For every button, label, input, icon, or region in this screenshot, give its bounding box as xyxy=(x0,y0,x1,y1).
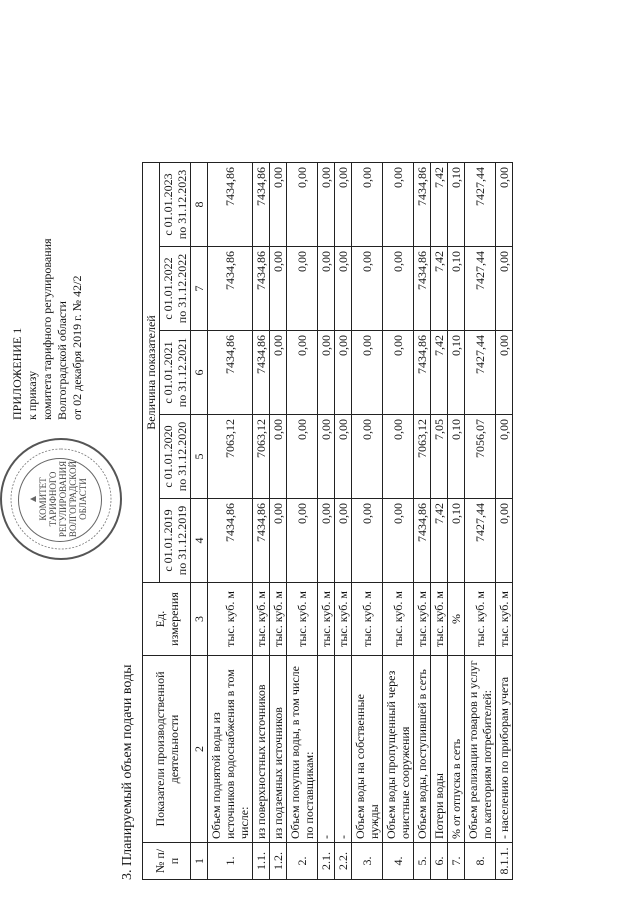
row-indicator: Объем покупки воды, в том числе по поставщикам: xyxy=(287,656,318,843)
row-value: 7427,44 xyxy=(465,247,496,331)
row-indicator: Объем реализации товаров и услуг по категориям потребителей: xyxy=(465,656,496,843)
row-value: 0,00 xyxy=(287,415,318,499)
row-number: 1. xyxy=(208,843,253,880)
row-value: 7,42 xyxy=(431,247,448,331)
row-value: 0,00 xyxy=(352,331,383,415)
table-row xyxy=(448,163,465,880)
row-number: 1.1. xyxy=(253,843,270,880)
row-unit: тыс. куб. м xyxy=(335,583,352,656)
row-value: 0,00 xyxy=(496,499,513,583)
appendix-line: Волгоградской области xyxy=(55,301,69,420)
header-num: № п/п xyxy=(143,843,191,880)
row-value: 0,00 xyxy=(335,163,352,247)
row-unit: тыс. куб. м xyxy=(414,583,431,656)
row-number: 8. xyxy=(465,843,496,880)
row-value: 0,00 xyxy=(383,163,414,247)
row-unit: тыс. куб. м xyxy=(383,583,414,656)
row-number: 5. xyxy=(414,843,431,880)
row-value: 0,10 xyxy=(448,163,465,247)
row-value: 0,00 xyxy=(496,247,513,331)
row-value: 7427,44 xyxy=(465,331,496,415)
column-number: 6 xyxy=(191,331,208,415)
row-value: 0,00 xyxy=(318,247,335,331)
row-value: 0,00 xyxy=(287,331,318,415)
appendix-order-date: от 02 декабря 2019 г. № 42/2 xyxy=(70,275,84,420)
row-number: 1.2. xyxy=(270,843,287,880)
row-value: 0,00 xyxy=(335,499,352,583)
table-row xyxy=(465,163,496,880)
row-number: 8.1.1. xyxy=(496,843,513,880)
header-values: Величина показателей xyxy=(143,163,160,583)
column-number: 8 xyxy=(191,163,208,247)
table-row xyxy=(335,163,352,880)
row-indicator: - населению по приборам учета xyxy=(496,656,513,843)
table-row xyxy=(431,163,448,880)
row-value: 7434,86 xyxy=(414,499,431,583)
row-unit: тыс. куб. м xyxy=(352,583,383,656)
row-value: 0,00 xyxy=(270,331,287,415)
row-value: 7427,44 xyxy=(465,499,496,583)
column-number: 7 xyxy=(191,247,208,331)
row-unit: тыс. куб. м xyxy=(431,583,448,656)
column-number: 4 xyxy=(191,499,208,583)
row-value: 7434,86 xyxy=(253,163,270,247)
row-value: 7434,86 xyxy=(208,163,253,247)
row-value: 7434,86 xyxy=(208,499,253,583)
appendix-line: комитета тарифного регулирования xyxy=(40,238,54,420)
row-indicator: Объем поднятой воды из источников водоснабжения в том числе: xyxy=(208,656,253,843)
row-indicator: из подземных источников xyxy=(270,656,287,843)
row-value: 7434,86 xyxy=(253,331,270,415)
row-indicator: Объем воды на собственные нужды xyxy=(352,656,383,843)
table-row xyxy=(253,163,270,880)
column-number: 1 xyxy=(191,843,208,880)
row-value: 0,00 xyxy=(352,163,383,247)
header-indicator: Показатели производственной деятельности xyxy=(143,656,191,843)
row-unit: тыс. куб. м xyxy=(270,583,287,656)
row-unit: тыс. куб. м xyxy=(287,583,318,656)
header-unit: Ед. измерения xyxy=(143,583,191,656)
row-number: 6. xyxy=(431,843,448,880)
row-value: 7434,86 xyxy=(414,163,431,247)
appendix-header xyxy=(10,130,85,420)
row-indicator: - xyxy=(335,656,352,843)
column-number: 3 xyxy=(191,583,208,656)
table-row xyxy=(287,163,318,880)
row-value: 7,42 xyxy=(431,331,448,415)
row-unit: тыс. куб. м xyxy=(253,583,270,656)
row-value: 7,42 xyxy=(431,499,448,583)
row-indicator: Объем воды, поступившей в сеть xyxy=(414,656,431,843)
row-value: 0,00 xyxy=(287,247,318,331)
row-number: 2.1. xyxy=(318,843,335,880)
row-number: 2. xyxy=(287,843,318,880)
table-row xyxy=(496,163,513,880)
row-value: 0,00 xyxy=(270,247,287,331)
row-value: 0,00 xyxy=(335,331,352,415)
table-row xyxy=(352,163,383,880)
section-title: 3. Планируемый объем подачи воды xyxy=(120,664,135,880)
row-value: 0,10 xyxy=(448,415,465,499)
appendix-line: к приказу xyxy=(25,370,39,420)
official-seal xyxy=(0,438,122,560)
row-value: 0,00 xyxy=(318,415,335,499)
table-body xyxy=(208,163,513,880)
row-number: 7. xyxy=(448,843,465,880)
row-value: 7427,44 xyxy=(465,163,496,247)
rotated-content xyxy=(0,130,511,890)
row-indicator: % от отпуска в сеть xyxy=(448,656,465,843)
row-indicator: Объем воды пропущенный через очистные сооружения xyxy=(383,656,414,843)
row-value: 0,10 xyxy=(448,499,465,583)
row-value: 0,00 xyxy=(352,499,383,583)
row-unit: тыс. куб. м xyxy=(465,583,496,656)
row-number: 4. xyxy=(383,843,414,880)
table-row xyxy=(208,163,253,880)
row-indicator: - xyxy=(318,656,335,843)
row-value: 7063,12 xyxy=(208,415,253,499)
row-value: 0,00 xyxy=(496,163,513,247)
row-value: 0,00 xyxy=(335,415,352,499)
row-value: 0,00 xyxy=(270,499,287,583)
row-value: 0,00 xyxy=(287,499,318,583)
table-row xyxy=(414,163,431,880)
row-unit: тыс. куб. м xyxy=(496,583,513,656)
header-period: с 01.01.2022 по 31.12.2022 xyxy=(160,247,191,331)
row-value: 7063,12 xyxy=(253,415,270,499)
row-value: 7434,86 xyxy=(208,331,253,415)
water-supply-table xyxy=(142,162,513,880)
row-value: 0,00 xyxy=(496,415,513,499)
column-number: 2 xyxy=(191,656,208,843)
row-number: 2.2. xyxy=(335,843,352,880)
row-value: 0,00 xyxy=(496,331,513,415)
row-value: 7434,86 xyxy=(414,247,431,331)
row-unit: % xyxy=(448,583,465,656)
header-period: с 01.01.2021 по 31.12.2021 xyxy=(160,331,191,415)
header-period: с 01.01.2023 по 31.12.2023 xyxy=(160,163,191,247)
row-value: 7434,86 xyxy=(208,247,253,331)
row-value: 0,00 xyxy=(318,331,335,415)
row-value: 7,05 xyxy=(431,415,448,499)
row-value: 0,00 xyxy=(287,163,318,247)
seal-text: КОМИТЕТ ТАРИФНОГО РЕГУЛИРОВАНИЯ ВОЛГОГРАДСКОЙ ОБЛАСТИ xyxy=(38,460,88,538)
row-value: 0,00 xyxy=(383,415,414,499)
row-value: 0,00 xyxy=(383,247,414,331)
row-value: 0,00 xyxy=(270,163,287,247)
table-row xyxy=(318,163,335,880)
column-number-row xyxy=(191,163,208,880)
row-value: 7434,86 xyxy=(253,499,270,583)
row-number: 3. xyxy=(352,843,383,880)
appendix-title: ПРИЛОЖЕНИЕ 1 xyxy=(10,327,24,420)
row-value: 0,00 xyxy=(383,499,414,583)
row-value: 0,00 xyxy=(270,415,287,499)
row-value: 0,00 xyxy=(383,331,414,415)
row-unit: тыс. куб. м xyxy=(318,583,335,656)
header-period: с 01.01.2019 по 31.12.2019 xyxy=(160,499,191,583)
row-value: 0,00 xyxy=(335,247,352,331)
column-number: 5 xyxy=(191,415,208,499)
row-value: 0,10 xyxy=(448,331,465,415)
row-value: 7056,07 xyxy=(465,415,496,499)
row-value: 0,00 xyxy=(352,415,383,499)
row-value: 0,00 xyxy=(352,247,383,331)
row-indicator: Потери воды xyxy=(431,656,448,843)
row-value: 7434,86 xyxy=(414,331,431,415)
row-indicator: из поверхностных источников xyxy=(253,656,270,843)
row-value: 0,00 xyxy=(318,163,335,247)
header-period: с 01.01.2020 по 31.12.2020 xyxy=(160,415,191,499)
row-value: 7063,12 xyxy=(414,415,431,499)
row-unit: тыс. куб. м xyxy=(208,583,253,656)
row-value: 7434,86 xyxy=(253,247,270,331)
table-row xyxy=(270,163,287,880)
row-value: 0,10 xyxy=(448,247,465,331)
row-value: 7,42 xyxy=(431,163,448,247)
row-value: 0,00 xyxy=(318,499,335,583)
table-row xyxy=(383,163,414,880)
